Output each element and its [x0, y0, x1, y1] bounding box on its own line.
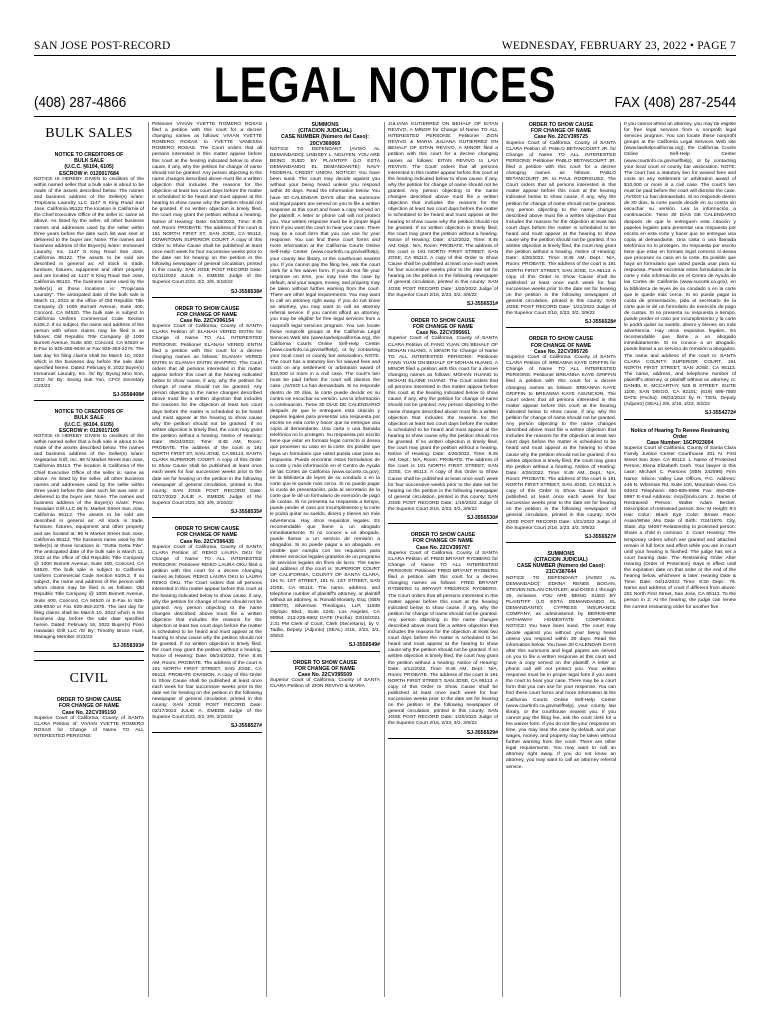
notice-heading: ORDER TO SHOW CAUSE	[56, 697, 122, 704]
notice-body: NOTICE TO DEFENDANT (AVISO AL DEMANDADO): LINDSEY L. NGUYEN. YOU ARE BEING SUED BY PLAINTIFF (LO ESTÁ DEMANDANDO EL DEMANDANTE): NAVY FEDERAL CREDIT UNION. NOTICE! You have been sued. The court may decide against you without your being heard unless you respond within 30 days. Read the information below. You have 30 CALENDAR DAYS after this summons and legal papers are served on you to file a written response at this court and have a copy served on the plaintiff. A letter or phone call will not protect you. Your written response must be in proper legal form if you want the court to hear your case. There may be a court form that you can use for your response. You can find these court forms and more information at the California Courts Online Self-Help Center (www.courtinfo.ca.gov/selfhelp), your county law library, or the courthouse nearest you. If you cannot pay the filing fee, ask the court clerk for a fee waiver form. If you do not file your response on time, you may lose the case by default, and your wages, money, and property may be taken without further warning from the court. There are other legal requirements. You may want to call an attorney right away. If you do not know an attorney, you may want to call an attorney referral service. If you cannot afford an attorney, you may be eligible for free legal services from a nonprofit legal services program. You can locate these nonprofit groups at the California Legal Services Web site (www.lawhelpcalifornia.org), the California Courts Online Self-Help Center (www.courtinfo.ca.gov/selfhelp), or by contacting your local court or county bar association. NOTE: The court has a statutory lien for waived fees and costs on any settlement or arbitration award of $10,000 or more in a civil case. The court's lien must be paid before the court will dismiss the case. ¡AVISO! Lo han demandado. Si no responde dentro de 30 días, la corte puede decidir en su contra sin escuchar su versión. Lea la información a continuación. Tiene 30 DÍAS DE CALENDARIO después de que le entreguen esta citación y papeles legales para presentar una respuesta por escrito en esta corte y hacer que se entregue una copia al demandante. Una carta o una llamada telefónica no lo protegen. Su respuesta por escrito tiene que estar en formato legal correcto si desea que procesen su caso en la corte. Es posible que haya un formulario que usted pueda usar para su respuesta. Puede encontrar estos formularios de la corte y más información en el Centro de Ayuda de las Cortes de California (www.sucorte.ca.gov), en la biblioteca de leyes de su condado o en la corte que le quede más cerca. Si no puede pagar la cuota de presentación, pida al secretario de la corte que le dé un formulario de exención de pago de cuotas. Si no presenta su respuesta a tiempo, puede perder el caso por incumplimiento y la corte le podrá quitar su sueldo, dinero y bienes sin más advertencia. Hay otros requisitos legales. Es recomendable que llame a un abogado inmediatamente. Si no conoce a un abogado, puede llamar a un servicio de remisión a abogados. Si no puede pagar a un abogado, es posible que cumpla con los requisitos para obtener servicios legales gratuitos de un programa de servicios legales sin fines de lucro. The name and address of the court is: SUPERIOR COURT OF CALIFORNIA, COUNTY OF SANTA CLARA, 191 N. 1ST STREET, 191 N. 1ST STREET, SAN JOSE, CA 95113. The name, address, and telephone number of plaintiff's attorney, or plaintiff without an attorney, is: Ronald Moriarty, Esq. (SBN 296870), Silverman Theologou, LLP, 11835 Olympic Blvd., Suite 1245, Los Angeles, CA 90064. 213-225-6602 DATE (Fecha): 03/18/2021 2:31 PM Clerk of Court, Clerk (Secretario), by V. Tadlia, Deputy (Adjunto) (SEAL) 2/16, 2/23, 3/2, 3/9/22	[270, 146, 380, 640]
notice-heading: (U.C.C. §6104, 6105)	[64, 421, 114, 428]
notice-body: Superior Court of California, County of SANTA CLARA Petition of: PABLO BETANCOURT JR. for Change of Name TO ALL INTERESTED PERSONS: Petitioner PABLO BETANCOURT JR. filed a petition with this court for a decree changing names as follows: PABLO BETANCOURT JR. to PAUL RODRIGUEZ. The Court orders that all persons interested in this matter appear before this court at the hearing indicated below to show cause, if any, why the petition for change of name should not be granted. Any person objecting to the name changes described above must file a written objection that includes the reasons for the objection at least two court days before the matter is scheduled to be heard and must appear at the hearing to show cause why the petition should not be granted. If no written objection is timely filed, the court may grant the petition without a hearing. Notice of Hearing: Date: 4/26/2022, Time: 8:45 AM, Dept.: N/A, Room: PROBATE. The address of the court is 191 NORTH FIRST STREET, SAN JOSE, CA 95113. A copy of this Order to Show Cause shall be published at least once each week for four successive weeks prior to the date set for hearing on the petition in the following newspaper of general circulation, printed in this county: SAN JOSE POST RECORD Date: 1/21/2022 Judge of the Superior Court 2/16, 2/23, 3/2, 3/9/22	[506, 140, 616, 317]
notice-body: Petitioner VIVIAN YVETTE ROMERO ROSAS filed a petition with this court for a decree changing names as follows: VIVIAN YVETTE ROMERO ROSAS to YVETTE VANESSA ROMERO ROSAS. The Court orders that all persons interested in this matter appear before this court at the hearing indicated below to show cause, if any, why the petition for change of name should not be granted. Any person objecting to the name changes described above must file a written objection that includes the reasons for the objection at least two court days before the matter is scheduled to be heard and must appear at the hearing to show cause why the petition should not be granted. If no written objection is timely filed, the court may grant the petition without a hearing. Notice of Hearing: Date: 04/19/2022, Time: 8:45 AM, Room: PROBATE. The address of the court is 191 NORTH FIRST ST, SAN JOSE, CA 95113, DOWNTOWN SUPERIOR COURT. A copy of this Order to Show Cause shall be published at least once each week for four successive weeks prior to the date set for hearing on the petition in the following newspaper of general circulation, printed in this county: SAN JOSE POST RECORD Date: 01/11/2022 JULIE A. EMEDE Judge of the Superior Court 2/23, 3/2, 3/9, 3/16/22	[152, 122, 262, 286]
column-divider	[266, 122, 267, 997]
notice-heading: BULK SALE	[74, 158, 104, 165]
column-divider	[148, 122, 149, 997]
notice-heading: Case No. 22CV395509	[298, 671, 352, 678]
notice-heading: ORDER TO SHOW CAUSE	[292, 659, 358, 666]
legal-notice	[34, 152, 144, 401]
fax-number: FAX (408) 287-2544	[614, 94, 736, 111]
notice-heading: Case Number: 16CP023004	[646, 439, 714, 446]
notice-reference-number: SJ-3556549#	[348, 642, 380, 649]
phone-number: (408) 287-4866	[34, 94, 127, 111]
notice-reference-number: SJ-3558535#	[230, 509, 262, 516]
notice-heading: CASE NUMBER (Número del Caso):	[517, 563, 605, 570]
legal-notice	[34, 697, 144, 740]
legal-notice	[624, 428, 736, 611]
notice-reference-number: SJ-3558538#	[230, 288, 262, 295]
page-title: LEGAL NOTICES	[213, 57, 557, 113]
notice-heading: SUMMONS	[311, 122, 339, 128]
notice-heading: FOR CHANGE OF NAME	[412, 538, 474, 545]
column-6	[624, 122, 736, 997]
notice-heading: FOR CHANGE OF NAME	[58, 703, 120, 710]
notice-reference-number: SJ-3558527#	[230, 723, 262, 730]
legal-notice	[506, 336, 616, 542]
legal-notice	[270, 122, 380, 652]
notice-heading: FOR CHANGE OF NAME	[530, 128, 592, 135]
notice-heading: (U.C.C. §6104, 6105)	[64, 164, 114, 171]
notice-heading: ORDER TO SHOW CAUSE	[410, 317, 476, 324]
paper-name: SAN JOSE POST-RECORD	[34, 40, 171, 52]
notice-heading: Case No. 22CV395767	[416, 544, 470, 551]
notice-body: Superior Court of California, County of SANTA CLARA Petition of: ELANAH VERED ENTIN for Change of Name TO ALL INTERESTED PERSONS: Petitioner ELANAH VERED ENTIN filed a petition with this court for a decree changing names as follows: ELANAH VERED ENTIN to ELANAH ENTIN SHAPIRO. The Court orders that all persons interested in this matter appear before this court at the hearing indicated below to show cause, if any, why the petition for change of name should not be granted. Any person objecting to the name changes described above must file a written objection that includes the reasons for the objection at least two court days before the matter is scheduled to be heard and must appear at the hearing to show cause why the petition should not be granted. If no written objection is timely filed, the court may grant the petition without a hearing. Notice of Hearing: Date: 05/24/2022, Time: 8:45 AM, Room: PROBATE. The address of the court is 191 NORTH FIRST ST, SAN JOSE, CA 95113, SANTA CLARA SUPERIOR COURT. A copy of this Order to Show Cause shall be published at least once each week for four successive weeks prior to the date set for hearing on the petition in the following newspaper of general circulation, printed in this county: SAN JOSE POST RECORD Date: 02/17/2022 JULIE A. EMEDE Judge of the Superior Court 2/23, 3/2, 3/9, 3/16/22	[152, 324, 262, 506]
date-and-page-number: WEDNESDAY, FEBRUARY 23, 2022 • PAGE 7	[501, 40, 736, 52]
notice-heading: ORDER TO SHOW CAUSE	[528, 336, 594, 343]
notice-heading: ORDER TO SHOW CAUSE	[174, 305, 240, 312]
notice-reference-number: SJ-3556527#	[584, 533, 616, 540]
notice-body: Superior Court of California, County of SANTA CLARA Petition of: FRED BRYANT RYDBERG for Change of Name TO ALL INTERESTED PERSONS: Petitioner FRED BRYANT RYDBERG filed a petition with this court for a decree changing names as follows: FRED BRYANT RYDBERG to BRYANT FREDRICK RYDBERG. The Court orders that all persons interested in this matter appear before this court at the hearing indicated below to show cause, if any, why the petition for change of name should not be granted. Any person objecting to the name changes described above must file a written objection that includes the reasons for the objection at least two court days before the matter is scheduled to be heard and must appear at the hearing to show cause why the petition should not be granted. If no written objection is timely filed, the court may grant the petition without a hearing. Notice of Hearing: Date: 4/12/2022, Time: 8:45 AM, Dept.: N/A, Room: PROBATE. The address of the court is 191 NORTH FIRST STREET, SAN JOSE, CA 95113. A copy of this Order to Show Cause shall be published at least once each week for four successive weeks prior to the date set for hearing on the petition in the following newspaper of general circulation, printed in this county: SAN JOSE POST RECORD Date: 1/20/2022 Judge of the Superior Court 2/16, 2/23, 3/2, 3/9/22	[388, 550, 498, 727]
column-divider	[502, 122, 503, 997]
notice-heading: SUMMONS	[547, 550, 575, 557]
notice-heading: FOR CHANGE OF NAME	[176, 532, 238, 539]
legal-notice	[388, 318, 498, 524]
notice-heading: NOTICE TO CREDITORS OF	[54, 409, 124, 416]
masthead-rule	[34, 116, 736, 117]
notice-body: If you cannot afford an attorney, you may be eligible for free legal services from a nonprofit legal services program. You can locate these nonprofit groups at the California Legal Services Web site (www.lawhelpcalifornia.org), the California Courts Online Self-Help Center (www.courtinfo.ca.gov/selfhelp), or by contacting your local court or county bar association. NOTE: The court has a statutory lien for waived fees and costs on any settlement or arbitration award of $10,000 or more in a civil case. The court's lien must be paid before the court will dismiss the case. ¡AVISO! Lo han demandado. Si no responde dentro de 30 días, la corte puede decidir en su contra sin escuchar su versión. Lea la información a continuación. Tiene 30 DÍAS DE CALENDARIO después de que le entreguen esta citación y papeles legales para presentar una respuesta por escrito en esta corte y hacer que se entregue una copia al demandante. Una carta o una llamada telefónica no lo protegen. Su respuesta por escrito tiene que estar en formato legal correcto si desea que procesen su caso en la corte. Es posible que haya un formulario que usted pueda usar para su respuesta. Puede encontrar estos formularios de la corte y más información en el Centro de Ayuda de las Cortes de California (www.sucorte.ca.gov), en la biblioteca de leyes de su condado o en la corte que le quede más cerca. Si no puede pagar la cuota de presentación, pida al secretario de la corte que le dé un formulario de exención de pago de cuotas. Si no presenta su respuesta a tiempo, puede perder el caso por incumplimiento y la corte le podrá quitar su sueldo, dinero y bienes sin más advertencia. Hay otros requisitos legales. Es recomendable que llame a un abogado inmediatamente. Si no conoce a un abogado, puede llamar a un servicio de remisión a abogados. The name and address of the court is: SANTA CLARA COUNTY SUPERIOR COURT, 191 NORTH FIRST STREET, SAN JOSE, CA 95113. The name, address, and telephone number of plaintiff's attorney, or plaintiff without an attorney, is: DANIEL E. MCCARTHY, 525 B STREET, SUITE 1100, SAN DIEGO, CA 92101; (619) 699-7500 DATE (Fecha): 09/23/2022 by R. TIEN, Deputy (Adjunto) (SEAL) 2/9, 2/16, 2/23, 3/2/22	[624, 122, 736, 408]
notice-reference-number: SJ-3558408#	[112, 392, 144, 399]
masthead	[34, 58, 736, 114]
notice-body: Superior Court of California, County of Santa Clara Family Justice Center Courthouse 201 N. First Street San Jose, CA 95113. 1. Name of Protected Person: Elena Elizabeth Cseh. Your lawyer in this case: Michael C. Parsons (SBN 242596) Firm Name: Silicon Valley Law Offices, P.C. Address: 445 N. Whisman Rd, Suite 100, Mountain View, CA 94043 Telephone: 650-605-5996 Fax: 650-605-5997 E-mail Address: mcp@svlo.com. 2. Name of Restrained Person: Walter Adam Becker. Description of restrained person: Sex: M Height: 6'4 Hair Color: Black Eye Color: Brown Race: Asian/White Mix Date of Birth: 7/24/1976. City, State, Zip: 94087 Relationship to protected person: Share a child in common. 3. Court Hearing: The temporary orders which are granted and attached remain in full force and effect while you are in court until your hearing is finished. The judge has set a court hearing date. The Restraining Order After Hearing (Order of Protection) stays in effect until the expiration date on that order or the end of the hearing below, whichever is later. Hearing Date & Time: Date: 04/12/2022 Time: 8:30 Dept.: 76. Name and address of court if different from above: 201 North First Street, San Jose, CA 95113. To the person in 2: At the hearing, the judge can renew the current restraining order for another five	[624, 446, 736, 610]
notice-body: Superior Court of California, County of SANTA CLARA Petition of: BREANNA KAYE GRIFFIN for Change of Name TO ALL INTERESTED PERSONS: Petitioner BREANNA KAYE GRIFFIN filed a petition with this court for a decree changing names as follows: BREANNA KAYE GRIFFIN to BREANNA KAYE ASUNCION. The Court orders that all persons interested in this matter appear before this court at the hearing indicated below to show cause, if any, why the petition for change of name should not be granted. Any person objecting to the name changes described above must file a written objection that includes the reasons for the objection at least two court days before the matter is scheduled to be heard and must appear at the hearing to show cause why the petition should not be granted. If no written objection is timely filed, the court may grant the petition without a hearing. Notice of Hearing: Date: 4/26/2022, Time: 8:45 AM, Dept.: N/A, Room: PROBATE. The address of the court is 191 NORTH FIRST STREET, SAN JOSE, CA 95113. A copy of this Order to Show Cause shall be published at least once each week for four successive weeks prior to the date set for hearing on the petition in the following newspaper of general circulation, printed in this county: SAN JOSE POST RECORD Date: 1/21/2022 Judge of the Superior Court 2/16, 2/23, 3/2, 3/9/22	[506, 355, 616, 531]
notice-heading: ESCROW #: 0120017684	[59, 170, 119, 177]
notice-reference-number: SJ-3556528#	[584, 319, 616, 326]
section-heading-civil: CIVIL	[34, 660, 144, 687]
column-4	[388, 122, 498, 997]
notice-heading: (CITACION JUDICIAL)	[298, 128, 352, 135]
legal-notice	[152, 526, 262, 732]
section-heading-bulk-sales: BULK SALES	[45, 126, 133, 141]
notice-heading: Case No. 22CV395150	[62, 709, 116, 716]
legal-notice	[388, 532, 498, 738]
legal-notice	[624, 122, 736, 420]
notice-heading: FOR CHANGE OF NAME	[294, 665, 356, 672]
notice-heading: Case No. 22CV395725	[534, 134, 588, 141]
notice-body: NOTICE TO DEFENDANT (AVISO AL DEMANDADO): EDNNA RENEE BOGAN, STEVEN NOLAN CRATLER; and DOES 1 through 25, inclusive. YOU ARE BEING SUED BY PLAINTIFF (LO ESTÁ DEMANDANDO EL DEMANDANTE): CYPRESS INSURANCE COMPANY, as administered by BERKSHIRE HATHAWAY HOMESTATE COMPANIES. NOTICE! You have been sued. The court may decide against you without your being heard unless you respond within 30 days. Read the information below. You have 30 CALENDAR DAYS after this summons and legal papers are served on you to file a written response at this court and have a copy served on the plaintiff. A letter or phone call will not protect you. Your written response must be in proper legal form if you want the court to hear your case. There may be a court form that you can use for your response. You can find these court forms and more information at the California Courts Online Self-Help Center (www.courtinfo.ca.gov/selfhelp), your county law library, or the courthouse nearest you. If you cannot pay the filing fee, ask the court clerk for a fee waiver form. If you do not file your response on time, you may lose the case by default, and your wages, money, and property may be taken without further warning from the court. There are other legal requirements. You may want to call an attorney right away. If you do not know an attorney, you may want to call an attorney referral service.	[506, 575, 616, 770]
notice-heading: ORDER TO SHOW CAUSE	[410, 532, 476, 539]
notice-body: Superior Court of California, County of SANTA CLARA Petition of: ZION REVIVO & MARIA	[270, 678, 380, 690]
legal-notice	[270, 660, 380, 691]
notice-heading: NOTICE TO CREDITORS OF	[54, 152, 124, 158]
notice-body: Superior Court of California, County of SANTA CLARA Petition of: FANG YUAN ON BEHALF OF MOHAN HUANG, A MINOR for Change of Name TO ALL INTERESTED PERSONS: Petitioner FANG YUAN ON BEHALF OF MOHAN HUANG, A MINOR filed a petition with this court for a decree changing names as follows: MOHAN HUANG to MOHAN ELAINE HUANG. The Court orders that all persons interested in this matter appear before this court at the hearing indicated below to show cause, if any, why the petition for change of name should not be granted. Any person objecting to the name changes described above must file a written objection that includes the reasons for the objection at least two court days before the matter is scheduled to be heard and must appear at the hearing to show cause why the petition should not be granted. If no written objection is timely filed, the court may grant the petition without a hearing. Notice of Hearing: Date: 4/26/2022, Time: 8:45 AM, Dept.: N/A, Room: PROBATE. The address of the court is 191 NORTH FIRST STREET, SAN JOSE, CA 95113. A copy of this Order to Show Cause shall be published at least once each week for four successive weeks prior to the date set for hearing on the petition in the following newspaper of general circulation, printed in this county: SAN JOSE POST RECORD Date: 1/19/2022 Judge of the Superior Court 2/16, 2/23, 3/2, 3/9/22	[388, 336, 498, 513]
notice-body: NOTICE IS HEREBY GIVEN to creditors of the within named seller that a bulk sale is about to be made of the assets described below. The names and business address of the Seller(s) is/are: Tropicana Laundry LLC 1147 S King Road San Jose, California 95122 The location in California of the Chief Executive Office of the seller is: same as above. As listed by the seller, all other business names and addresses used by the seller within three years before the date such list was sent or delivered to the buyer are: None. The names and business address of the Buyer(s) is/are: Immanuel Laundry, Inc. 1147 S King Road San Jose, California 95122. The assets to be sold are described in general as: All stock in trade, furniture, fixtures, equipment and other property and are located at: 1147 S King Road San Jose, California 95122. The business name used by the Seller(s) at those locations is: "Tropicana Laundry". The anticipated date of the bulk sale is March 11, 2022 at the office of Old Republic Title Company @ 1000 Burnett Avenue, Suite 400, Concord, CA 94520. The bulk sale is subject to California Uniform Commercial Code Section 6106.2. If so subject, the name and address of the person with whom claims may be filed is as follows: Old Republic Title Company @ 1000 Burnett Avenue, Suite 400, Concord, CA 94520 or E-Fax to 925-265-9040 or Fax 925-363-2276. The last day for filing claims shall be March 10, 2022 which is the business day before the sale date specified herein. Dated: February 8, 2022 Buyer(s) Immanuel Laundry, Inc. /S/ By: Byung Moo Son, CEO /S/ By: Seong Suk Yun, CFO/ Secretary 2/23/22	[34, 176, 144, 389]
notice-heading: Case No. 22CV395726	[534, 348, 588, 355]
notice-heading: Notice of Hearing To Renew Restraining	[630, 427, 730, 434]
legal-notice	[506, 122, 616, 328]
notice-heading: FOR CHANGE OF NAME	[412, 324, 474, 331]
column-divider	[384, 122, 385, 997]
legal-notice	[506, 551, 616, 771]
notice-body: NOTICE IS HEREBY GIVEN to creditors of the within named seller that a bulk sale is about to be made of the assets described below. The names and business address of the Seller(s) is/are: Vegetarian Grill, Inc. 86 N Market Street San Jose, California 95113. The location in California of the Chief Executive Office of the seller is: same as above. As listed by the seller, all other business names and addresses used by the seller within three years before the date such list was sent or delivered to the buyer are: None. The names and business address of the Buyer(s) is/are: Pono Hawaiian Grill LLC 86 N. Market Street San Jose, California 95113. The assets to be sold are described in general as: All stock in trade, furniture, fixtures, equipment and other property and are located at: 86 N Market Street San Jose, California 95113. The business name used by the Seller(s) at those locations is: "Gotta Getta Pita". The anticipated date of the bulk sale is March 11, 2022 at the office of Old Republic Title Company @ 1000 Burnett Avenue, Suite 400, Concord, CA 94520. The bulk sale is subject to California Uniform Commercial Code Section 6106.2. If so subject, the name and address of the person with whom claims may be filed is as follows: Old Republic Title Company @ 1000 Burnett Avenue, Suite 400, Concord, CA 94520 or E-Fax to 925-265-9040 or Fax 925-363-2276. The last day for filing claims shall be March 10, 2022 which is the business day before the sale date specified herein. Dated: February 16, 2022 Buyer(s) Pono Hawaiian Grill LLC /S/ By: Timothy Bruce Hunt, Managing Member 2/23/22	[34, 434, 144, 641]
legal-notice	[34, 409, 144, 652]
notice-heading: 20CV369069	[309, 140, 341, 147]
notice-heading: ESCROW #: 0126017109	[59, 427, 119, 434]
notice-heading: Case No. 22CV395661	[416, 330, 470, 337]
column-2	[152, 122, 262, 997]
notice-reference-number: SJ-3556531#	[466, 300, 498, 307]
column-divider	[620, 122, 621, 997]
notice-heading: Case No. 22CV396435	[180, 538, 234, 545]
notice-heading: BULK SALE	[74, 415, 104, 422]
notice-heading: ORDER TO SHOW CAUSE	[528, 122, 594, 128]
notice-body: Superior Court of California, County of SANTA CLARA Petition of: VIVIAN YVETTE ROMERO ROSAS for Change of Name TO ALL INTERESTED PERSONS:	[34, 715, 144, 740]
notice-reference-number: SJ-3556529#	[466, 729, 498, 736]
notice-heading: (CITACION JUDICIAL)	[534, 557, 588, 564]
page-header-bar	[34, 38, 736, 54]
notice-reference-number: SJ-3558393#	[112, 643, 144, 650]
column-1	[34, 122, 144, 997]
column-5	[506, 122, 616, 997]
legal-notice	[152, 122, 262, 298]
legal-notice	[152, 306, 262, 519]
notice-reference-number: SJ-3556530#	[466, 515, 498, 522]
legal-notice	[388, 122, 498, 310]
notice-body: JULIANA GUTIERREZ ON BEHALF OF EITAN REVIVO, A MINOR for Change of Name TO ALL INTERESTED PERSONS: Petitioner ZION REVIVO & MARIA JULIANA GUTIERREZ ON BEHALF OF EITAN REVIVO, A MINOR filed a petition with this court for a decree changing names as follows: EITAN REVIVO to LAVI REVIVO. The Court orders that all persons interested in this matter appear before this court at the hearing indicated below to show cause, if any, why the petition for change of name should not be granted. Any person objecting to the name changes described above must file a written objection that includes the reasons for the objection at least two court days before the matter is scheduled to be heard and must appear at the hearing to show cause why the petition should not be granted. If no written objection is timely filed, the court may grant the petition without a hearing. Notice of Hearing: Date: 4/12/2022, Time: 8:45 AM, Dept.: N/A, Room: PROBATE. The address of the court is 191 NORTH FIRST STREET, SAN JOSE, CA 95113. A copy of this Order to Show Cause shall be published at least once each week for four successive weeks prior to the date set for hearing on the petition in the following newspaper of general circulation, printed in this county: SAN JOSE POST RECORD Date: 1/20/2022 Judge of the Superior Court 2/16, 2/23, 3/2, 3/9/22	[388, 122, 498, 298]
notice-heading: CASE NUMBER (Número del Caso):	[281, 134, 369, 141]
notice-columns	[34, 122, 736, 997]
notice-heading: Case No. 22CV396154	[180, 318, 234, 325]
notice-heading: FOR CHANGE OF NAME	[176, 311, 238, 318]
column-3	[270, 122, 380, 997]
notice-heading: 21CV387644	[545, 569, 577, 576]
notice-heading: Order	[672, 433, 688, 440]
notice-body: Superior Court of California, County of SANTA CLARA Petition of: REIKO LAURA OKU for Change of Name TO ALL INTERESTED PERSONS: Petitioner REIKO LAURA OKU filed a petition with this court for a decree changing names as follows: REIKO LAURA OKU to LAURA REIKO OKU. The Court orders that all persons interested in this matter appear before this court at the hearing indicated below to show cause, if any, why the petition for change of name should not be granted. Any person objecting to the name changes described above must file a written objection that includes the reasons for the objection at least two court days before the matter is scheduled to be heard and must appear at the hearing to show cause why the petition should not be granted. If no written objection is timely filed, the court may grant the petition without a hearing. Notice of Hearing: Date: 05/24/2022, Time: 8:45 AM, Room: PROBATE. The address of the court is 191 NORTH FIRST STREET, SAN JOSE, CA 95113, PROBATE DIVISION. A copy of this Order to Show Cause shall be published at least once each week for four successive weeks prior to the date set for hearing on the petition in the following newspaper of general circulation, printed in this county: SAN JOSE POST RECORD Date: 02/17/2022 JULIE A. EMEDE Judge of the Superior Court 2/23, 3/2, 3/9, 3/16/22	[152, 544, 262, 721]
notice-heading: ORDER TO SHOW CAUSE	[174, 526, 240, 533]
notice-reference-number: SJ-3554272#	[704, 410, 736, 417]
notice-heading: FOR CHANGE OF NAME	[530, 342, 592, 349]
